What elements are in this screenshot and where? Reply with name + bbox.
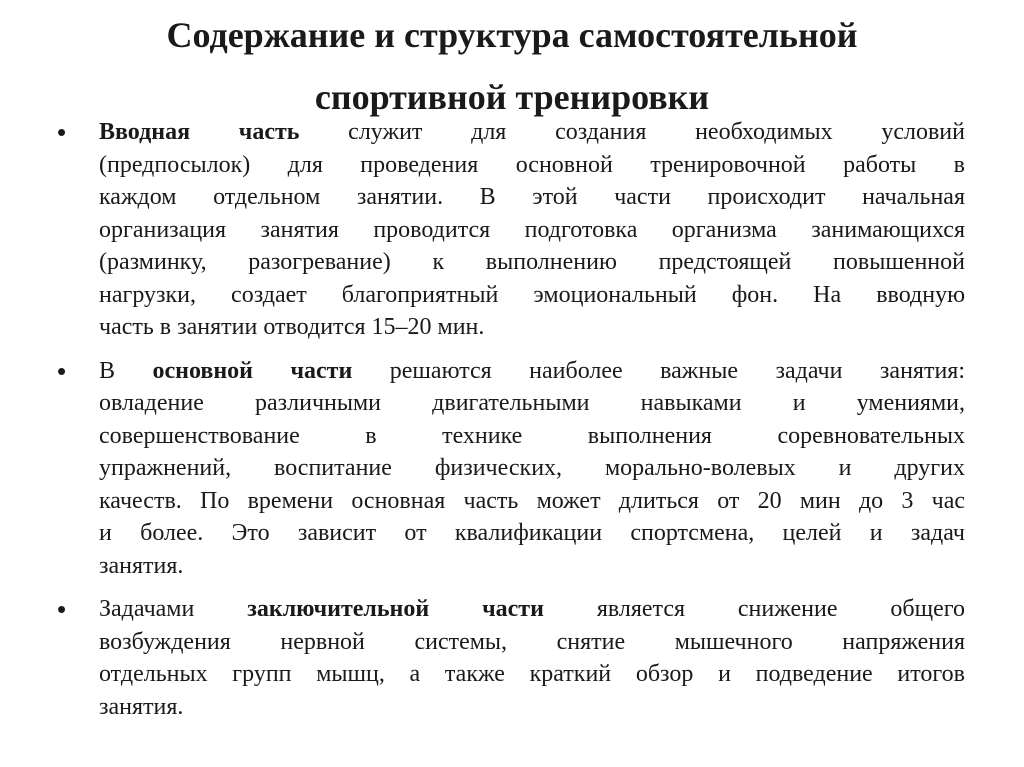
bullet-line: занятия. [99, 552, 184, 579]
title-line-2: спортивной тренировки [314, 77, 710, 117]
bold-term: основной части [152, 357, 353, 384]
bullet-line: нагрузки, создает благоприятный эмоциональный фон. На вводную [99, 281, 965, 308]
bullet-line: В основной части решаются наиболее важные задачи занятия: [99, 357, 965, 384]
bullet-line: совершенствование в технике выполнения соревновательных [99, 422, 965, 449]
bullet-line: (предпосылок) для проведения основной тренировочной работы в [99, 151, 965, 178]
bullet-dot-icon: • [57, 594, 67, 624]
bullet-line: Вводная часть служит для создания необходимых условий [99, 119, 965, 145]
bullet-line: занятия. [99, 693, 184, 720]
bullet-line: (разминку, разогревание) к выполнению предстоящей повышенной [99, 249, 965, 275]
title-line-1: Содержание и структура самостоятельной [166, 15, 858, 55]
bullet-final-part [55, 593, 965, 723]
bullet-main-part [55, 355, 965, 583]
bullet-line: возбуждения нервной системы, снятие мышечного напряжения [99, 628, 965, 655]
bullet-dot-icon: • [57, 117, 67, 147]
bullet-intro-part [55, 116, 965, 344]
bullet-line: качеств. По времени основная часть может длиться от 20 мин до 3 час [99, 487, 965, 514]
bullet-line: каждом отдельном занятии. В этой части происходит начальная [99, 184, 965, 210]
slide-title [60, 4, 964, 128]
bullet-line: организация занятия проводится подготовка организма занимающихся [99, 216, 965, 243]
bullet-line: часть в занятии отводится 15–20 мин. [99, 314, 485, 340]
bullet-dot-icon: • [57, 355, 67, 386]
bullet-line: и более. Это зависит от квалификации спортсмена, целей и задач [99, 520, 965, 546]
bullet-line: овладение различными двигательными навыками и умениями, [99, 390, 965, 416]
bold-term: Вводная часть [99, 119, 300, 145]
bullet-line: упражнений, воспитание физических, морально-волевых и других [99, 455, 965, 481]
bullet-list [55, 116, 965, 734]
bullet-line: Задачами заключительной части является снижение общего [99, 596, 965, 622]
bullet-line: отдельных групп мышц, а также краткий обзор и подведение итогов [99, 661, 965, 687]
bold-term: заключительной части [247, 596, 544, 622]
